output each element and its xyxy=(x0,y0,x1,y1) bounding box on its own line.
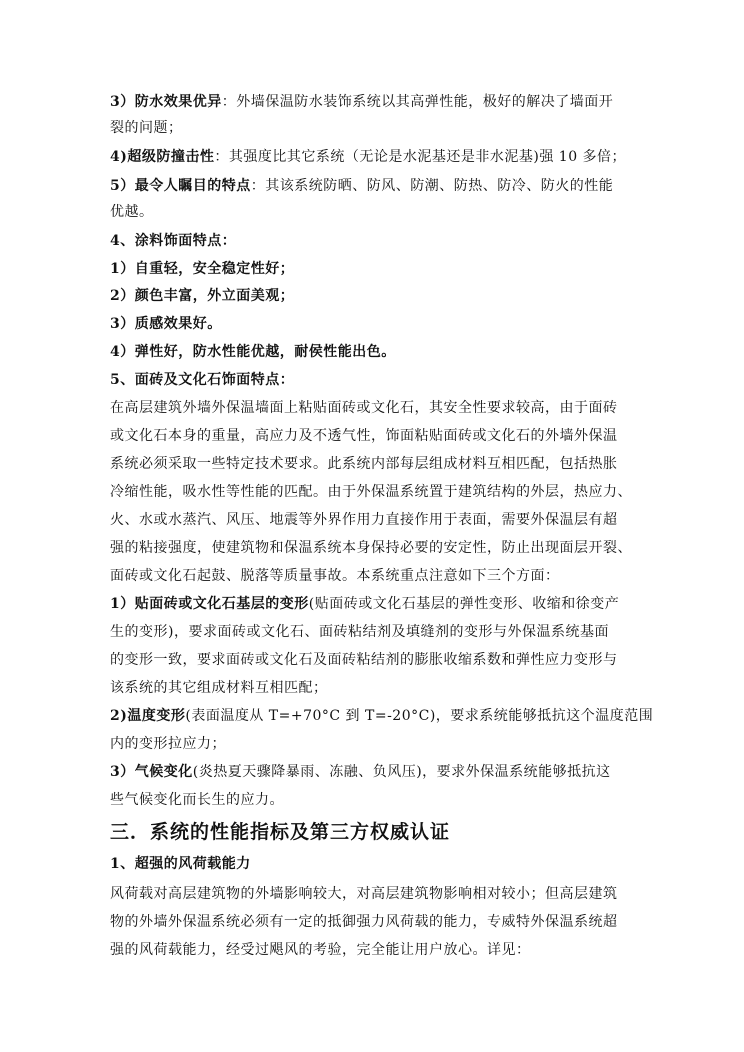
paragraph-line: 裂的问题； xyxy=(110,120,183,136)
paragraph-line: 或文化石本身的重量，高应力及不透气性，饰面粘贴面砖或文化石的外墙外保温 xyxy=(110,428,618,444)
list-item: 4）弹性好，防水性能优越，耐侯性能出色。 xyxy=(110,344,396,360)
chapter-heading: 三．系统的性能指标及第三方权威认证 xyxy=(110,821,451,843)
list-item: 2）颜色丰富，外立面美观； xyxy=(110,288,295,304)
paragraph-line: 火、水或水蒸汽、风压、地震等外界作用力直接作用于表面，需要外保温层有超 xyxy=(110,512,618,528)
list-item: 3）质感效果好。 xyxy=(110,316,222,332)
paragraph-line: 1）贴面砖或文化石基层的变形(贴面砖或文化石基层的弹性变形、收缩和徐变产 xyxy=(110,596,620,612)
section-heading: 1、超强的风荷载能力 xyxy=(110,856,251,872)
paragraph-line: 系统必须采取一些特定技术要求。此系统内部每层组成材料互相匹配，包括热胀 xyxy=(110,456,618,472)
paragraph-line: 强的风荷载能力，经受过飓风的考验，完全能让用户放心。详见： xyxy=(110,942,531,958)
paragraph-line: 内的变形拉应力； xyxy=(110,736,226,752)
paragraph-line: 物的外墙外保温系统必须有一定的抵御强力风荷载的能力，专威特外保温系统超 xyxy=(110,914,618,930)
paragraph-line: 2)温度变形(表面温度从 T=+70°C 到 T=-20°C)，要求系统能够抵抗这个温度范围 xyxy=(110,708,654,724)
paragraph-line: 面砖或文化石起鼓、脱落等质量事故。本系统重点注意如下三个方面： xyxy=(110,568,560,584)
paragraph-line: 些气候变化而长生的应力。 xyxy=(110,792,284,808)
paragraph-line: 强的粘接强度，使建筑物和保温系统本身保持必要的安定性，防止出现面层开裂、 xyxy=(110,540,632,556)
paragraph-line: 3）气候变化(炎热夏天骤降暴雨、冻融、负风压)，要求外保温系统能够抵抗这 xyxy=(110,764,611,780)
paragraph-line: 冷缩性能，吸水性等性能的匹配。由于外保温系统置于建筑结构的外层，热应力、 xyxy=(110,484,632,500)
paragraph-line: 5）最令人瞩目的特点：其该系统防晒、防风、防潮、防热、防冷、防火的性能 xyxy=(110,178,614,194)
paragraph-line: 该系统的其它组成材料互相匹配； xyxy=(110,680,328,696)
paragraph-line: 在高层建筑外墙外保温墙面上粘贴面砖或文化石，其安全性要求较高，由于面砖 xyxy=(110,400,618,416)
paragraph-line: 的变形一致，要求面砖或文化石及面砖粘结剂的膨胀收缩系数和弹性应力变形与 xyxy=(110,652,618,668)
paragraph-line: 3）防水效果优异：外墙保温防水装饰系统以其高弹性能，极好的解决了墙面开 xyxy=(110,94,614,110)
section-heading: 5、面砖及文化石饰面特点： xyxy=(110,372,295,388)
paragraph-line: 4)超级防撞击性：其强度比其它系统（无论是水泥基还是非水泥基)强 10 多倍； xyxy=(110,149,627,165)
list-item: 1）自重轻，安全稳定性好； xyxy=(110,261,295,277)
paragraph-line: 风荷载对高层建筑物的外墙影响较大，对高层建筑物影响相对较小；但高层建筑 xyxy=(110,886,618,902)
paragraph-line: 生的变形)，要求面砖或文化石、面砖粘结剂及填缝剂的变形与外保温系统基面 xyxy=(110,624,609,640)
section-heading: 4、涂料饰面特点： xyxy=(110,233,237,249)
paragraph-line: 优越。 xyxy=(110,204,154,220)
